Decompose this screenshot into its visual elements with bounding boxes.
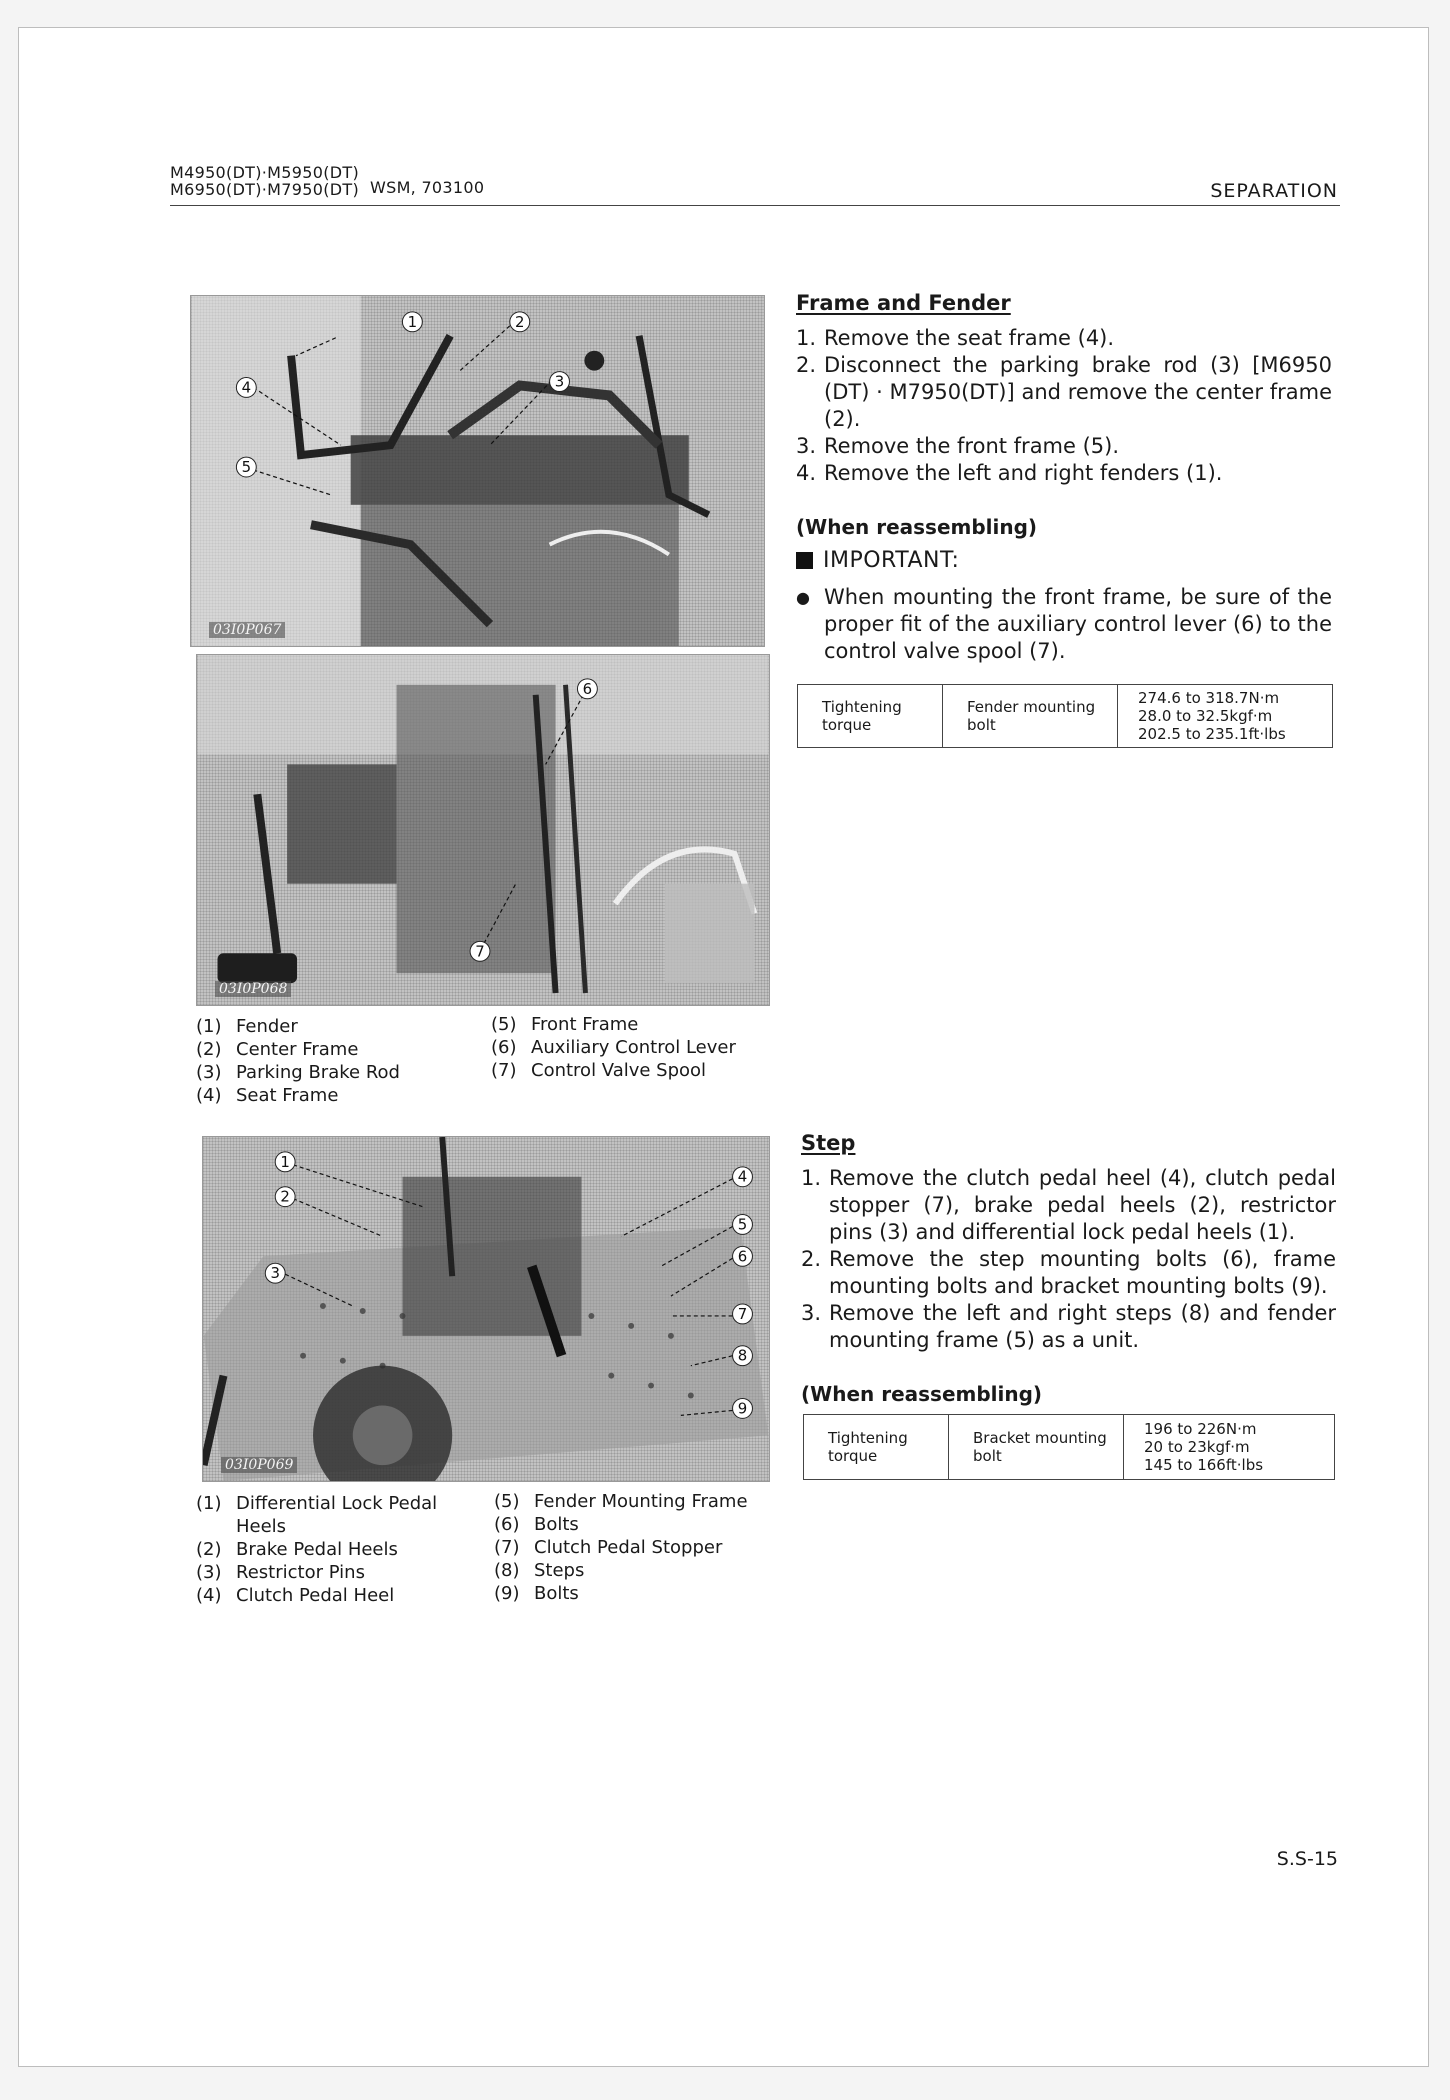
legend-text: Clutch Pedal Heel: [236, 1585, 395, 1606]
legend-frame-fender-left: [196, 1015, 486, 1107]
important-note: [796, 548, 959, 573]
step-text: Remove the step mounting bolts (6), frame mounting bolts and bracket mounting bolts (9).: [829, 1247, 1336, 1298]
photo1-callout-1: 1: [407, 312, 418, 331]
photo3-callout-2: 2: [280, 1187, 290, 1206]
legend-num: (4): [196, 1585, 222, 1606]
important-label: IMPORTANT:: [823, 548, 960, 573]
legend-step-left: [196, 1492, 476, 1607]
model-line-1: M4950(DT)·M5950(DT): [170, 163, 359, 182]
photo2-code: 03I0P068: [215, 981, 291, 997]
legend-text: Auxiliary Control Lever: [531, 1037, 736, 1058]
legend-item: [494, 1582, 784, 1605]
legend-item: [494, 1513, 784, 1536]
photo1-code: 03I0P067: [209, 622, 285, 638]
legend-num: (5): [494, 1491, 520, 1512]
legend-num: (6): [491, 1037, 517, 1058]
important-bullet: [796, 584, 1332, 665]
step-number: 3.: [796, 434, 817, 458]
legend-num: (8): [494, 1560, 520, 1581]
legend-num: (1): [196, 1493, 222, 1514]
bolt-label: Fender mounting bolt: [943, 685, 1118, 748]
legend-step-right: [494, 1490, 784, 1605]
legend-text: Fender: [236, 1016, 298, 1037]
torque-value-ftlbs: 145 to 166ft·lbs: [1144, 1456, 1264, 1474]
legend-text: Fender Mounting Frame: [534, 1491, 748, 1512]
photo-step: [202, 1136, 770, 1482]
photo1-callout-5: 5: [241, 457, 252, 476]
photo1-callout-3: 3: [554, 372, 565, 391]
manual-code: WSM, 703100: [370, 178, 485, 197]
torque-value-nm: 274.6 to 318.7N·m: [1138, 689, 1280, 707]
photo3-callout-5: 5: [737, 1215, 748, 1234]
section-heading: SEPARATION: [1210, 180, 1338, 202]
legend-item: [491, 1036, 781, 1059]
legend-num: (9): [494, 1583, 520, 1604]
photo2-drawing: [197, 655, 769, 1005]
step-number: 4.: [796, 461, 817, 485]
legend-text: Clutch Pedal Stopper: [534, 1537, 723, 1558]
legend-item: [494, 1490, 784, 1513]
bullet-text: When mounting the front frame, be sure of the proper fit of the auxiliary control lever (6) to the control valve spool (7).: [824, 585, 1332, 663]
step-text: Remove the clutch pedal heel (4), clutch pedal stopper (7), brake pedal heels (2), restrictor pins (3) and differential lock pedal heels (1).: [829, 1166, 1336, 1244]
step-item: [801, 1165, 1336, 1246]
model-line-2: M6950(DT)·M7950(DT): [170, 180, 359, 199]
legend-text: Differential Lock Pedal Heels: [236, 1493, 438, 1537]
important-square-icon: [796, 552, 813, 569]
legend-num: (5): [491, 1014, 517, 1035]
step-text: Disconnect the parking brake rod (3) [M6950 (DT) · M7950(DT)] and remove the center frame (2).: [824, 353, 1332, 431]
step-number: 1.: [801, 1166, 822, 1190]
legend-item: [494, 1559, 784, 1582]
legend-num: (6): [494, 1514, 520, 1535]
step-item: [801, 1246, 1336, 1300]
torque-table-step: [803, 1414, 1335, 1480]
legend-text: Bolts: [534, 1514, 579, 1535]
step-reassembling: (When reassembling): [801, 1382, 1043, 1406]
legend-item: [196, 1084, 486, 1107]
photo3-callout-3: 3: [270, 1264, 280, 1283]
step-item: [796, 325, 1332, 352]
photo3-callout-9: 9: [737, 1399, 748, 1418]
legend-text: Front Frame: [531, 1014, 639, 1035]
torque-value-kgfm: 28.0 to 32.5kgf·m: [1138, 707, 1273, 725]
step-number: 2.: [801, 1247, 822, 1271]
legend-num: (2): [196, 1539, 222, 1560]
torque-value-ftlbs: 202.5 to 235.1ft·lbs: [1138, 725, 1286, 743]
step-number: 2.: [796, 353, 817, 377]
legend-item: [196, 1538, 476, 1561]
frame-fender-reassembling: (When reassembling): [796, 515, 1038, 539]
torque-value-kgfm: 20 to 23kgf·m: [1144, 1438, 1250, 1456]
legend-text: Bolts: [534, 1583, 579, 1604]
step-text: Remove the front frame (5).: [824, 434, 1120, 458]
legend-item: [494, 1536, 784, 1559]
photo1-callout-2: 2: [515, 312, 525, 331]
torque-values: [1118, 685, 1333, 748]
legend-num: (7): [491, 1060, 517, 1081]
bolt-label: Bracket mounting bolt: [949, 1415, 1124, 1480]
legend-text: Seat Frame: [236, 1085, 339, 1106]
photo3-callout-8: 8: [737, 1346, 748, 1365]
legend-item: [196, 1015, 486, 1038]
photo2-callout-6: 6: [582, 679, 593, 698]
bullet-dot-icon: ●: [796, 588, 810, 607]
legend-text: Brake Pedal Heels: [236, 1539, 398, 1560]
photo2-callout-7: 7: [475, 942, 485, 961]
legend-num: (3): [196, 1562, 222, 1583]
legend-item: [196, 1584, 476, 1607]
torque-table-fender: [797, 684, 1333, 748]
photo1-drawing: [191, 296, 764, 646]
photo3-callout-6: 6: [737, 1247, 748, 1266]
torque-label: Tightening torque: [798, 685, 943, 748]
step-text: Remove the left and right fenders (1).: [824, 461, 1223, 485]
step-number: 3.: [801, 1301, 822, 1325]
legend-item: [196, 1038, 486, 1061]
model-list: [170, 164, 359, 198]
step-item: [796, 433, 1332, 460]
legend-num: (3): [196, 1062, 222, 1083]
legend-item: [196, 1492, 476, 1538]
legend-text: Steps: [534, 1560, 585, 1581]
photo3-callout-7: 7: [737, 1304, 748, 1323]
step-text: Remove the left and right steps (8) and fender mounting frame (5) as a unit.: [829, 1301, 1336, 1352]
photo-frame-fender-top: [190, 295, 765, 647]
photo3-drawing: [203, 1137, 769, 1481]
step-item: [796, 460, 1332, 487]
frame-fender-steps: [796, 325, 1332, 487]
torque-label: Tightening torque: [804, 1415, 949, 1480]
step-text: Remove the seat frame (4).: [824, 326, 1115, 350]
step-item: [796, 352, 1332, 433]
legend-num: (4): [196, 1085, 222, 1106]
photo3-callout-4: 4: [737, 1167, 748, 1186]
step-number: 1.: [796, 326, 817, 350]
legend-text: Restrictor Pins: [236, 1562, 365, 1583]
legend-frame-fender-right: [491, 1013, 781, 1082]
photo1-callout-4: 4: [241, 378, 252, 397]
step-title: Step: [801, 1131, 856, 1155]
legend-text: Parking Brake Rod: [236, 1062, 400, 1083]
header-rule: [170, 205, 1340, 206]
torque-value-nm: 196 to 226N·m: [1144, 1420, 1257, 1438]
frame-fender-title: Frame and Fender: [796, 291, 1011, 315]
page-number: S.S-15: [1276, 1848, 1338, 1870]
legend-text: Control Valve Spool: [531, 1060, 707, 1081]
torque-values: [1124, 1415, 1335, 1480]
legend-num: (1): [196, 1016, 222, 1037]
step-steps: [801, 1165, 1336, 1354]
step-item: [801, 1300, 1336, 1354]
photo3-callout-1: 1: [280, 1152, 290, 1171]
legend-item: [491, 1013, 781, 1036]
photo-auxiliary-lever: [196, 654, 770, 1006]
legend-text: Center Frame: [236, 1039, 359, 1060]
photo3-code: 03I0P069: [221, 1457, 297, 1473]
legend-item: [196, 1561, 476, 1584]
legend-item: [196, 1061, 486, 1084]
legend-num: (2): [196, 1039, 222, 1060]
legend-num: (7): [494, 1537, 520, 1558]
legend-item: [491, 1059, 781, 1082]
